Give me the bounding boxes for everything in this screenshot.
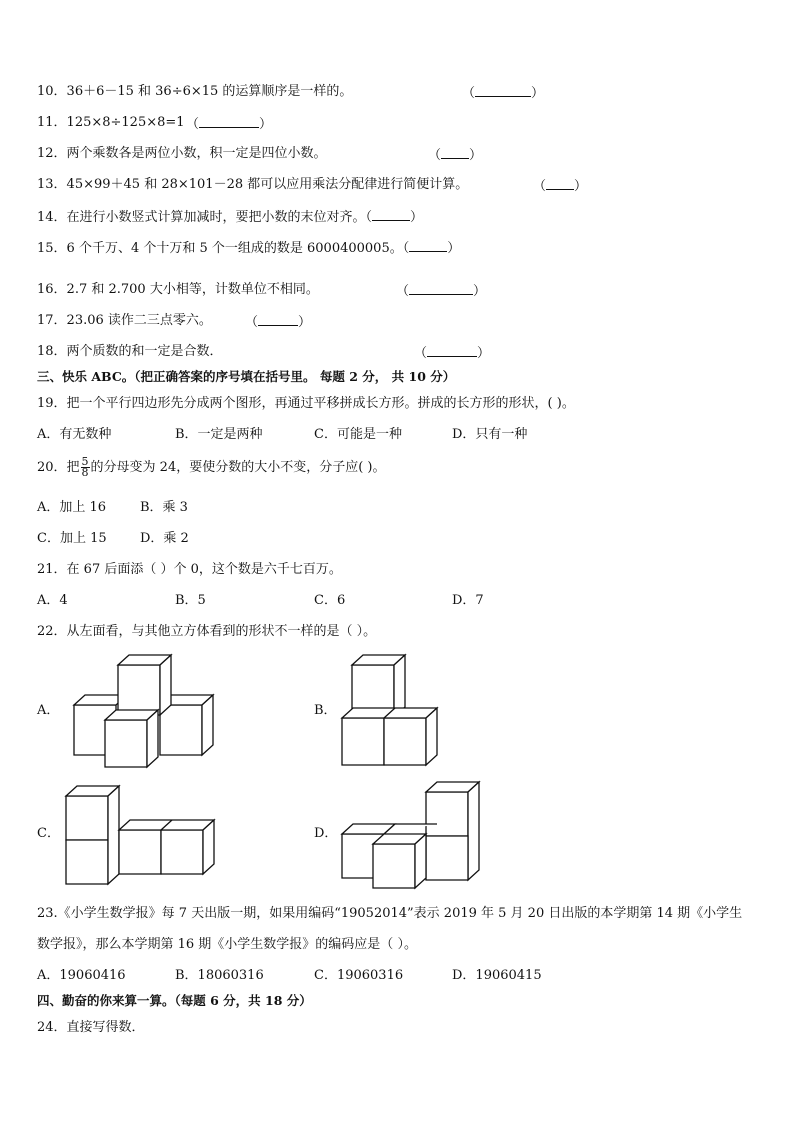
option-19-b[interactable]: B．一定是两种 (175, 427, 263, 442)
blank-line[interactable] (372, 208, 410, 221)
figure-d-cubes (338, 778, 488, 888)
blank-line (427, 344, 477, 357)
question-18 (37, 344, 223, 360)
fraction-five-eighths (81, 457, 90, 478)
cube-face (426, 708, 437, 765)
option-21-a[interactable]: A．4 (37, 593, 68, 608)
paren-open: （ (245, 315, 259, 330)
cube-face (118, 665, 160, 715)
paren-open: （ (533, 179, 547, 194)
question-text: 13．45×99＋45 和 28×101－28 都可以应用乘法分配律进行简便计算。 (37, 177, 469, 192)
question-19: 19．把一个平行四边形先分成两个图形，再通过平移拼成长方形。拼成的长方形的形状，( )。 (37, 396, 575, 411)
question-15 (37, 239, 460, 257)
question-text: 12．两个乘数各是两位小数，积一定是四位小数。 (37, 146, 327, 161)
section-4-title: 四、勤奋的你来算一算。（每题 6 分，共 18 分） (37, 993, 312, 1008)
cube-face (160, 705, 202, 755)
cube-face (160, 655, 171, 715)
cube-face (108, 786, 119, 884)
paren-close: ） (259, 117, 273, 132)
figure-c-cubes (60, 778, 230, 888)
blank-line (258, 313, 298, 326)
question-22: 22．从左面看，与其他立方体看到的形状不一样的是（ ）。 (37, 624, 377, 639)
cube-face (426, 836, 468, 880)
question-text: 17．23.06 读作二三点零六。 (37, 313, 212, 328)
option-22-b-label[interactable]: B． (314, 703, 337, 718)
option-22-a-label[interactable]: A． (37, 703, 60, 718)
option-19-d[interactable]: D．只有一种 (452, 427, 528, 442)
paren-close: ） (477, 346, 491, 361)
question-text: 15．6 个千万、4 个十万和 5 个一组成的数是 6000400005。（ (37, 241, 410, 256)
section-3-title: 三、快乐 ABC。（把正确答案的序号填在括号里。 每题 2 分， 共 10 分） (37, 369, 456, 384)
option-20-a[interactable]: A．加上 16 (37, 500, 107, 515)
figure-b-cubes (338, 650, 458, 770)
option-19-c[interactable]: C．可能是一种 (314, 427, 402, 442)
cube-face (373, 844, 415, 888)
paren-close: ） (574, 179, 588, 194)
answer-blank-12[interactable] (428, 146, 482, 164)
question-text: 14．在进行小数竖式计算加减时，要把小数的末位对齐。（ (37, 210, 373, 225)
cube-face (161, 830, 203, 874)
question-11 (37, 115, 185, 131)
paren-close: ） (531, 86, 545, 101)
question-24: 24．直接写得数． (37, 1020, 145, 1035)
question-17 (37, 313, 212, 329)
answer-blank-11[interactable] (186, 115, 272, 133)
option-22-c-label[interactable]: C． (37, 826, 60, 841)
question-10 (37, 84, 352, 100)
fraction-numerator: 5 (81, 455, 89, 468)
paren-open: （ (462, 86, 476, 101)
paren-close: ） (473, 284, 487, 299)
question-12 (37, 146, 327, 162)
cube-face (415, 834, 426, 888)
cube-face (66, 796, 108, 840)
cube-face (468, 782, 479, 880)
cube-face (342, 718, 384, 765)
question-text: 的分母变为 24，要使分数的大小不变，分子应( )。 (90, 460, 386, 475)
paren-close: ） (298, 315, 312, 330)
paren-open: （ (186, 117, 200, 132)
option-23-a[interactable]: A．19060416 (37, 968, 126, 983)
cube-face (105, 720, 147, 767)
option-23-c[interactable]: C．19060316 (314, 968, 404, 983)
blank-line (199, 115, 259, 128)
paren-open: （ (428, 148, 442, 163)
paren-close: ） (447, 241, 461, 256)
question-text: 10．36＋6－15 和 36÷6×15 的运算顺序是一样的。 (37, 84, 353, 99)
answer-blank-18[interactable] (414, 344, 490, 362)
option-21-d[interactable]: D．7 (452, 593, 484, 608)
cube-face (426, 792, 468, 836)
blank-line (441, 146, 469, 159)
question-text: 20．把 (37, 460, 80, 475)
question-23-line-1: 23.《小学生数学报》每 7 天出版一期，如果用编码“19052014”表示 2019 年 5 月 20 日出版的本学期第 14 期《小学生 (37, 906, 743, 921)
option-22-d-label[interactable]: D． (314, 826, 338, 841)
answer-blank-10[interactable] (462, 84, 544, 102)
question-text: 16．2.7 和 2.700 大小相等，计数单位不相同。 (37, 282, 319, 297)
answer-blank-16[interactable] (396, 282, 486, 300)
cube-face (202, 695, 213, 755)
option-20-d[interactable]: D．乘 2 (140, 531, 189, 546)
blank-line (409, 282, 473, 295)
question-23-line-2: 数学报》，那么本学期第 16 期《小学生数学报》的编码应是（ ）。 (37, 937, 417, 952)
question-text: 18．两个质数的和一定是合数． (37, 344, 223, 359)
paren-open: （ (396, 284, 410, 299)
fraction-denominator: 8 (81, 466, 89, 479)
option-21-c[interactable]: C．6 (314, 593, 346, 608)
paren-close: ） (410, 210, 424, 225)
question-13 (37, 177, 468, 193)
option-20-b[interactable]: B．乘 3 (140, 500, 188, 515)
answer-blank-17[interactable] (245, 313, 311, 331)
question-text: 11．125×8÷125×8=1 (37, 115, 185, 130)
question-14 (37, 208, 423, 226)
figure-a-cubes (60, 650, 230, 770)
option-19-a[interactable]: A．有无数种 (37, 427, 112, 442)
question-20 (37, 456, 386, 480)
cube-face (147, 710, 158, 767)
answer-blank-13[interactable] (533, 177, 587, 195)
blank-line (546, 177, 574, 190)
cube-face (384, 718, 426, 765)
option-23-b[interactable]: B．18060316 (175, 968, 264, 983)
cube-face (203, 820, 214, 874)
paren-close: ） (469, 148, 483, 163)
cube-face (66, 840, 108, 884)
blank-line (475, 84, 531, 97)
blank-line[interactable] (409, 239, 447, 252)
cube-face (119, 830, 161, 874)
option-20-c[interactable]: C．加上 15 (37, 531, 107, 546)
option-23-d[interactable]: D．19060415 (452, 968, 542, 983)
paren-open: （ (414, 346, 428, 361)
option-21-b[interactable]: B．5 (175, 593, 206, 608)
question-16 (37, 282, 319, 298)
question-21: 21．在 67 后面添（ ）个 0，这个数是六千七百万。 (37, 562, 342, 577)
